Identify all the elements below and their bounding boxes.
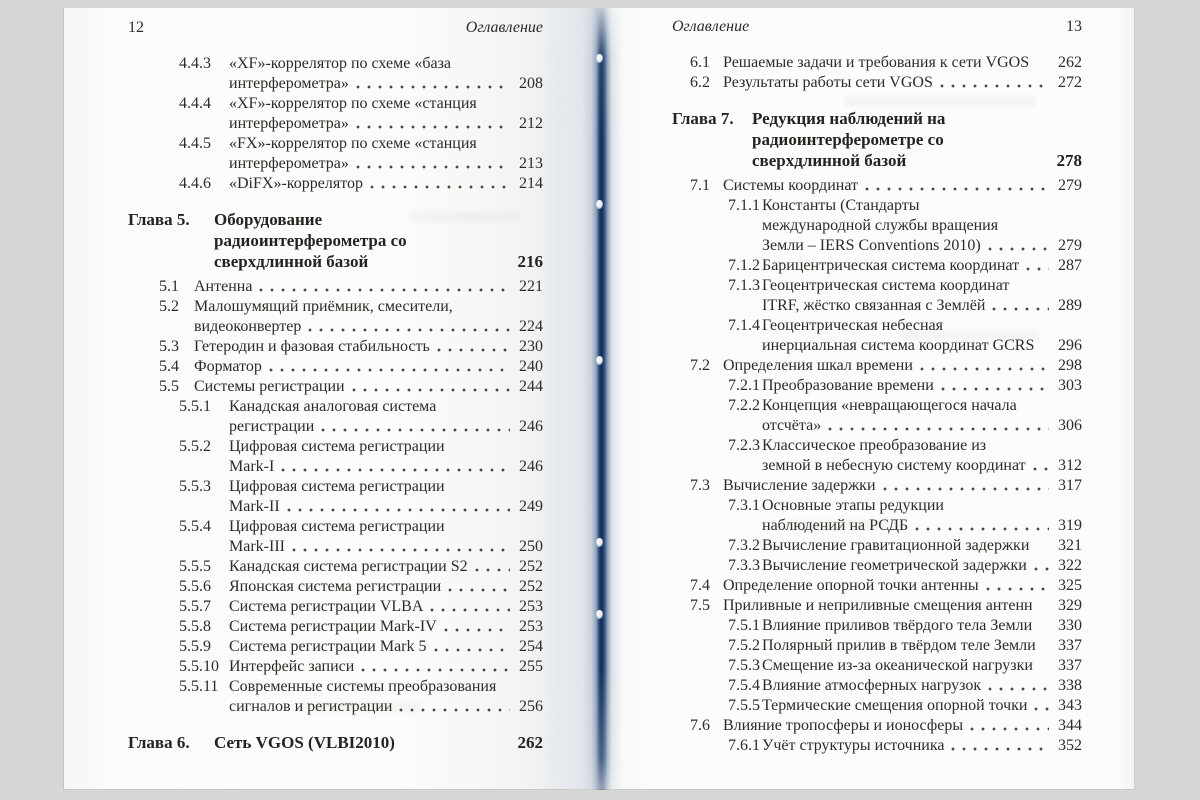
entry-text: Mark-II: [229, 498, 280, 515]
entry-page-number: 250: [519, 538, 543, 555]
dot-leader: [940, 73, 1049, 93]
dot-leader: [1040, 596, 1049, 616]
entry-text: Решаемые задачи и требования к сети VGOS: [723, 54, 1030, 71]
entry-text: Результаты работы сети VGOS: [723, 74, 933, 91]
entry-page-number: 322: [1058, 557, 1082, 574]
entry-page-number: 289: [1058, 297, 1082, 314]
entry-page-number: 213: [519, 155, 543, 172]
entry-text: Малошумящий приёмник, смесители,: [194, 298, 453, 315]
entry-text: Константы (Стандарты: [762, 197, 920, 214]
entry-number: 7.2.2: [728, 397, 760, 414]
dot-leader: [865, 176, 1049, 196]
entry-page-number: 287: [1058, 257, 1082, 274]
entry-text: Современные системы преобразования: [229, 678, 497, 695]
entry-text: Классическое преобразование из: [762, 437, 987, 454]
running-head-spacer: [749, 17, 1066, 37]
toc-entry-row: [128, 477, 543, 497]
toc-entry-row: [672, 636, 1082, 656]
chapter-title-line: Сеть VGOS (VLBI2010): [214, 733, 395, 752]
toc-entry-row: [672, 676, 1082, 696]
dot-leader: [269, 357, 510, 377]
entry-number: 6.1: [690, 54, 710, 71]
entry-page-number: 344: [1058, 717, 1082, 734]
toc-entry-row: [672, 536, 1082, 556]
dot-leader: [475, 557, 510, 577]
toc-entry-row: [672, 716, 1082, 736]
toc-entry-row: [672, 596, 1082, 616]
entry-text: Система регистрации Mark 5: [229, 638, 427, 655]
toc-entry-row: [672, 436, 1082, 456]
entry-page-number: 253: [519, 598, 543, 615]
toc-entry-row: [672, 496, 1082, 516]
entry-number: 7.5.2: [728, 637, 760, 654]
toc-entry-row: [128, 517, 543, 537]
dot-leader: [434, 637, 510, 657]
entry-page-number: 325: [1058, 577, 1082, 594]
entry-text: Система регистрации Mark-IV: [229, 618, 437, 635]
entry-number: 7.3.3: [728, 557, 760, 574]
entry-page-number: 337: [1058, 637, 1082, 654]
entry-text: Вычисление гравитационной задержки: [762, 537, 1030, 554]
entry-number: 7.4: [690, 577, 710, 594]
entry-page-number: 246: [519, 458, 543, 475]
entry-text: интерферометра»: [229, 155, 349, 172]
dot-leader: [321, 417, 510, 437]
entry-number: 4.4.4: [179, 95, 211, 112]
dot-leader: [430, 597, 510, 617]
entry-text: Mark-III: [229, 538, 285, 555]
dot-leader: [308, 317, 510, 337]
toc-entry-row: [128, 277, 543, 297]
dot-leader: [356, 74, 510, 94]
chapter-label: Глава 5.: [128, 210, 190, 229]
entry-number: 7.5.4: [728, 677, 760, 694]
entry-number: 5.5.11: [179, 678, 219, 695]
toc-entry-row: [672, 276, 1082, 296]
toc-left-column: [128, 54, 543, 753]
entry-page-number: 252: [519, 558, 543, 575]
entry-text: Барицентрическая система координат: [762, 257, 1020, 274]
toc-entry-row: [128, 154, 543, 174]
entry-number: 7.3.1: [728, 497, 760, 514]
entry-text: Гетеродин и фазовая стабильность: [194, 338, 430, 355]
toc-entry-row: [672, 256, 1082, 276]
entry-text: Канадская система регистрации S2: [229, 558, 468, 575]
toc-entry-row: [128, 617, 543, 637]
bleed-through-artifact: [300, 702, 420, 712]
entry-text: Mark-I: [229, 458, 275, 475]
toc-entry-row: [672, 356, 1082, 376]
toc-entry-row: [672, 176, 1082, 196]
chapter-title-line: радиоинтерферометре со: [752, 130, 944, 149]
entry-text: Вычисление задержки: [723, 477, 876, 494]
chapter-title-line: Оборудование: [214, 210, 323, 229]
dot-leader: [370, 174, 510, 194]
dot-leader: [883, 476, 1050, 496]
toc-entry-row: [128, 357, 543, 377]
entry-number: 7.2.3: [728, 437, 760, 454]
dot-leader: [448, 577, 510, 597]
entry-number: 5.5.8: [179, 618, 211, 635]
entry-page-number: 312: [1058, 457, 1082, 474]
dot-leader: [986, 576, 1049, 596]
dot-leader: [361, 657, 510, 677]
entry-page-number: 253: [519, 618, 543, 635]
entry-number: 5.5.7: [179, 598, 211, 615]
toc-entry-row: [128, 557, 543, 577]
entry-page-number: 256: [519, 698, 543, 715]
toc-entry-row: [128, 657, 543, 677]
entry-page-number: 230: [519, 338, 543, 355]
entry-text: Вычисление геометрической задержки: [762, 557, 1027, 574]
entry-text: Земли – IERS Conventions 2010): [762, 237, 981, 254]
dot-leader: [1034, 556, 1049, 576]
entry-page-number: 244: [519, 378, 543, 395]
entry-text: наблюдений на РСДБ: [762, 517, 909, 534]
dot-leader: [992, 296, 1049, 316]
entry-number: 7.1.3: [728, 277, 760, 294]
dot-leader: [828, 416, 1049, 436]
chapter-title-row: [128, 230, 543, 251]
entry-page-number: 306: [1058, 417, 1082, 434]
running-head-title: Оглавление: [465, 19, 543, 36]
entry-text: Системы регистрации: [194, 378, 345, 395]
toc-entry-row: [128, 437, 543, 457]
entry-page-number: 279: [1058, 177, 1082, 194]
dot-leader: [287, 497, 510, 517]
toc-entry-row: [128, 174, 543, 194]
book-page-left: [63, 8, 598, 790]
entry-number: 7.2.1: [728, 377, 760, 394]
toc-entry-row: [672, 736, 1082, 756]
entry-number: 7.1.1: [728, 197, 760, 214]
entry-text: Определение опорной точки антенны: [723, 577, 979, 594]
book-page-right: [598, 8, 1135, 790]
entry-page-number: 214: [519, 175, 543, 192]
dot-leader: [356, 154, 510, 174]
entry-number: 6.2: [690, 74, 710, 91]
entry-text: Влияние приливов твёрдого тела Земли: [762, 617, 1033, 634]
entry-text: Термические смещения опорной точки: [762, 697, 1028, 714]
toc-entry-row: [672, 476, 1082, 496]
entry-text: Форматор: [194, 358, 262, 375]
entry-text: ITRF, жёстко связанная с Землёй: [762, 297, 986, 314]
toc-entry-row: [672, 196, 1082, 216]
entry-page-number: 224: [519, 318, 543, 335]
toc-entry-row: [128, 457, 543, 477]
toc-entry-row: [128, 597, 543, 617]
entry-text: Японская система регистрации: [229, 578, 442, 595]
entry-number: 5.4: [159, 358, 179, 375]
entry-text: Концепция «невращающегося начала: [762, 397, 1017, 414]
entry-page-number: 249: [519, 498, 543, 515]
entry-text: интерферометра»: [229, 115, 349, 132]
chapter-title-row: [672, 150, 1082, 171]
toc-entry-row: [128, 317, 543, 337]
entry-page-number: 352: [1058, 737, 1082, 754]
dot-leader: [915, 516, 1049, 536]
bleed-through-artifact: [410, 212, 520, 222]
chapter-title-line: сверхдлинной базой: [752, 151, 907, 170]
toc-entry-row: [128, 94, 543, 114]
dot-leader: [1036, 536, 1049, 556]
entry-text: Преобразование времени: [762, 377, 934, 394]
entry-text: регистрации: [229, 418, 315, 435]
entry-number: 7.3: [690, 477, 710, 494]
toc-entry-row: [672, 396, 1082, 416]
chapter-page-number: 262: [517, 733, 543, 752]
chapter-heading: [672, 108, 1082, 171]
dot-leader: [1039, 616, 1049, 636]
toc-entry-row: [128, 297, 543, 317]
entry-page-number: 343: [1058, 697, 1082, 714]
chapter-title-line: радиоинтерферометра со: [214, 231, 407, 250]
toc-entry-row: [672, 416, 1082, 436]
entry-page-number: 262: [1058, 54, 1082, 71]
entry-page-number: 272: [1058, 74, 1082, 91]
toc-entry-row: [672, 616, 1082, 636]
toc-entry-row: [672, 456, 1082, 476]
entry-number: 7.1: [690, 177, 710, 194]
dot-leader: [259, 277, 510, 297]
entry-page-number: 279: [1058, 237, 1082, 254]
toc-right-column: [672, 53, 1082, 756]
entry-text: Геоцентрическая система координат: [762, 277, 1010, 294]
entry-text: Влияние тропосферы и ионосферы: [723, 717, 964, 734]
toc-entry-row: [672, 656, 1082, 676]
entry-number: 5.5: [159, 378, 179, 395]
entry-text: отсчёта»: [762, 417, 822, 434]
toc-entry-row: [128, 114, 543, 134]
toc-entry-row: [128, 337, 543, 357]
dot-leader: [356, 114, 510, 134]
entry-number: 4.4.5: [179, 135, 211, 152]
entry-text: Геоцентрическая небесная: [762, 317, 943, 334]
entry-text: Влияние атмосферных нагрузок: [762, 677, 982, 694]
entry-page-number: 296: [1058, 337, 1082, 354]
entry-text: Определения шкал времени: [723, 357, 913, 374]
entry-number: 5.2: [159, 298, 179, 315]
entry-page-number: 338: [1058, 677, 1082, 694]
running-head-right: [672, 17, 1082, 37]
entry-number: 7.6.1: [728, 737, 760, 754]
entry-number: 7.5.1: [728, 617, 760, 634]
toc-entry-row: [128, 397, 543, 417]
entry-text: «XF»-коррелятор по схеме «база: [229, 55, 452, 72]
entry-text: Системы координат: [723, 177, 858, 194]
dot-leader: [1026, 256, 1049, 276]
entry-page-number: 329: [1058, 597, 1082, 614]
dot-leader: [1033, 456, 1049, 476]
entry-text: сигналов и регистрации: [229, 698, 393, 715]
entry-page-number: 321: [1058, 537, 1082, 554]
toc-entry-row: [128, 677, 543, 697]
entry-page-number: 254: [519, 638, 543, 655]
entry-text: международной службы вращения: [762, 217, 999, 234]
entry-text: Приливные и неприливные смещения антенн: [723, 597, 1033, 614]
dot-leader: [1040, 656, 1049, 676]
entry-page-number: 317: [1058, 477, 1082, 494]
chapter-heading: [128, 732, 543, 753]
toc-entry-row: [672, 556, 1082, 576]
entry-number: 5.3: [159, 338, 179, 355]
entry-text: земной в небесную систему координат: [762, 457, 1026, 474]
running-head-left: [128, 18, 543, 38]
dot-leader: [920, 356, 1049, 376]
dot-leader: [970, 716, 1049, 736]
dot-leader: [444, 617, 510, 637]
entry-number: 5.5.2: [179, 438, 211, 455]
toc-entry-row: [128, 497, 543, 517]
entry-page-number: 246: [519, 418, 543, 435]
toc-entry-row: [128, 134, 543, 154]
toc-entry-row: [672, 216, 1082, 236]
toc-entry-row: [128, 377, 543, 397]
entry-text: «XF»-коррелятор по схеме «станция: [229, 95, 477, 112]
page-number-right: 13: [1066, 18, 1082, 35]
entry-text: Цифровая система регистрации: [229, 518, 445, 535]
entry-page-number: 212: [519, 115, 543, 132]
dot-leader: [951, 736, 1049, 756]
entry-page-number: 319: [1058, 517, 1082, 534]
toc-entry-row: [672, 296, 1082, 316]
page-number-left: 12: [128, 19, 144, 36]
dot-leader: [941, 376, 1049, 396]
dot-leader: [988, 676, 1049, 696]
entry-number: 7.5: [690, 597, 710, 614]
entry-text: Цифровая система регистрации: [229, 478, 445, 495]
entry-page-number: 330: [1058, 617, 1082, 634]
chapter-label: Глава 6.: [128, 733, 190, 752]
dot-leader: [437, 337, 510, 357]
toc-entry-row: [128, 54, 543, 74]
entry-number: 7.3.2: [728, 537, 760, 554]
entry-page-number: 221: [519, 278, 543, 295]
entry-page-number: 303: [1058, 377, 1082, 394]
toc-entry-row: [672, 376, 1082, 396]
toc-entry-row: [672, 73, 1082, 93]
entry-number: 5.5.1: [179, 398, 211, 415]
entry-text: Интерфейс записи: [229, 658, 355, 675]
entry-page-number: 337: [1058, 657, 1082, 674]
entry-number: 7.5.3: [728, 657, 760, 674]
entry-text: видеоконвертер: [194, 318, 302, 335]
entry-page-number: 252: [519, 578, 543, 595]
entry-number: 5.5.9: [179, 638, 211, 655]
entry-text: Смещение из-за океанической нагрузки: [762, 657, 1033, 674]
entry-text: «DiFX»-коррелятор: [229, 175, 363, 192]
toc-entry-row: [672, 236, 1082, 256]
dot-leader: [1036, 53, 1049, 73]
entry-number: 7.1.4: [728, 317, 760, 334]
dot-leader: [1043, 636, 1049, 656]
entry-text: Антенна: [194, 278, 253, 295]
chapter-page-number: 278: [1056, 151, 1082, 170]
toc-entry-row: [128, 417, 543, 437]
entry-text: Полярный прилив в твёрдом теле Земли: [762, 637, 1036, 654]
chapter-page-number: 216: [517, 252, 543, 271]
entry-text: Учёт структуры источника: [762, 737, 945, 754]
entry-number: 5.5.5: [179, 558, 211, 575]
entry-text: инерциальная система координат GCRS: [762, 337, 1035, 354]
entry-text: «FX»-коррелятор по схеме «станция: [229, 135, 477, 152]
bleed-through-artifact: [900, 330, 1040, 340]
dot-leader: [292, 537, 510, 557]
entry-text: Цифровая система регистрации: [229, 438, 445, 455]
bleed-through-artifact: [790, 520, 900, 530]
dot-leader: [352, 377, 510, 397]
toc-entry-row: [128, 537, 543, 557]
toc-entry-row: [128, 74, 543, 94]
chapter-title-row: [672, 108, 1082, 129]
dot-leader: [281, 457, 510, 477]
entry-page-number: 240: [519, 358, 543, 375]
entry-number: 5.5.3: [179, 478, 211, 495]
chapter-label: Глава 7.: [672, 109, 734, 128]
dot-leader: [1041, 336, 1049, 356]
toc-entry-row: [672, 696, 1082, 716]
entry-number: 7.6: [690, 717, 710, 734]
chapter-title-line: Редукция наблюдений на: [752, 109, 946, 128]
dot-leader: [988, 236, 1049, 256]
toc-entry-row: [128, 637, 543, 657]
entry-text: Канадская аналоговая система: [229, 398, 437, 415]
entry-number: 5.1: [159, 278, 179, 295]
chapter-title-row: [672, 129, 1082, 150]
chapter-title-row: [128, 732, 543, 753]
entry-number: 5.5.6: [179, 578, 211, 595]
entry-number: 5.5.10: [179, 658, 219, 675]
chapter-title-line: сверхдлинной базой: [214, 252, 369, 271]
entry-number: 7.5.5: [728, 697, 760, 714]
running-head-title: Оглавление: [672, 18, 750, 35]
entry-text: интерферометра»: [229, 75, 349, 92]
entry-page-number: 208: [519, 75, 543, 92]
running-head-spacer: [144, 18, 466, 38]
toc-entry-row: [672, 53, 1082, 73]
entry-text: Основные этапы редукции: [762, 497, 944, 514]
bleed-through-artifact: [845, 96, 1035, 107]
entry-page-number: 255: [519, 658, 543, 675]
entry-number: 4.4.3: [179, 55, 211, 72]
toc-entry-row: [128, 577, 543, 597]
chapter-title-row: [128, 251, 543, 272]
dot-leader: [1034, 696, 1049, 716]
entry-number: 5.5.4: [179, 518, 211, 535]
entry-number: 7.2: [690, 357, 710, 374]
entry-number: 7.1.2: [728, 257, 760, 274]
entry-page-number: 298: [1058, 357, 1082, 374]
toc-entry-row: [672, 576, 1082, 596]
entry-number: 4.4.6: [179, 175, 211, 192]
entry-text: Система регистрации VLBA: [229, 598, 424, 615]
